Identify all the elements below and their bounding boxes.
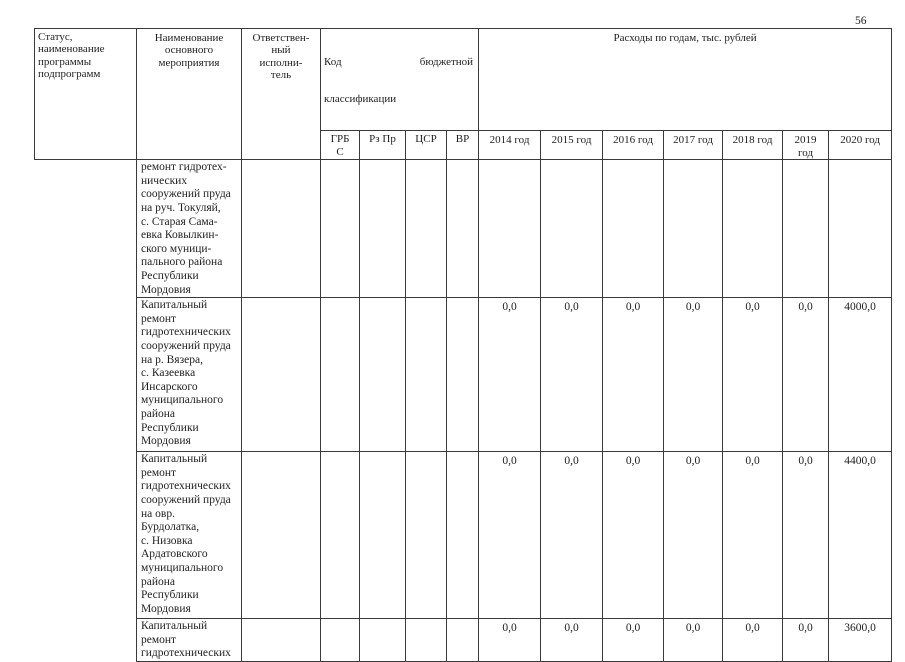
expenses-table [34, 28, 892, 662]
header-csr: ЦСР [406, 131, 447, 160]
value-cell-2014: 0,0 [479, 452, 541, 619]
empty-code-cell [447, 298, 479, 452]
empty-code-cell [360, 298, 406, 452]
value-cell-2018: 0,0 [723, 298, 783, 452]
empty-value-cell [603, 160, 664, 298]
empty-value-cell [783, 160, 829, 298]
header-year-2015: 2015 год [541, 131, 603, 160]
empty-executor-cell [242, 619, 321, 662]
header-year-2017: 2017 год [664, 131, 723, 160]
measure-cell: Капитальный ремонт гидротехнических сооружений пруда на р. Вязера, с. Казеевка Инсарского муниципального района Республики Мордовия [137, 298, 242, 452]
empty-value-cell [829, 160, 892, 298]
empty-code-cell [406, 298, 447, 452]
empty-code-cell [321, 619, 360, 662]
value-cell-2015: 0,0 [541, 619, 603, 662]
table-header [35, 29, 892, 160]
empty-code-cell [321, 452, 360, 619]
measure-cell: ремонт гидротех- нических сооружений пруда на руч. Токуляй, с. Старая Сама- евка Ковылкин- ского муници- пального района Республики Мордовия [137, 160, 242, 298]
header-year-2018: 2018 год [723, 131, 783, 160]
empty-code-cell [360, 452, 406, 619]
empty-executor-cell [242, 452, 321, 619]
empty-code-cell [447, 619, 479, 662]
table-body [35, 160, 892, 662]
empty-code-cell [406, 160, 447, 298]
empty-value-cell [664, 160, 723, 298]
value-cell-2017: 0,0 [664, 298, 723, 452]
header-grbs: ГРБ С [321, 131, 360, 160]
empty-code-cell [447, 452, 479, 619]
empty-code-cell [406, 452, 447, 619]
empty-code-cell [321, 160, 360, 298]
value-cell-2017: 0,0 [664, 452, 723, 619]
page-number: 56 [855, 15, 867, 27]
measure-cell: Капитальный ремонт гидротехнических сооружений пруда на овр. Бурдолатка, с. Низовка Ардатовского муниципального района Республики Мордовия [137, 452, 242, 619]
table-row [35, 160, 892, 298]
value-cell-2014: 0,0 [479, 619, 541, 662]
empty-code-cell [360, 619, 406, 662]
header-budget-code [321, 29, 479, 131]
value-cell-2020: 4000,0 [829, 298, 892, 452]
empty-executor-cell [242, 160, 321, 298]
table-row [35, 452, 892, 619]
empty-executor-cell [242, 298, 321, 452]
empty-status-cell [35, 452, 137, 619]
value-cell-2016: 0,0 [603, 452, 664, 619]
value-cell-2015: 0,0 [541, 452, 603, 619]
header-status: Статус, наименование программы подпрограмм [35, 29, 137, 160]
table-row [35, 619, 892, 662]
value-cell-2017: 0,0 [664, 619, 723, 662]
header-year-2016: 2016 год [603, 131, 664, 160]
empty-code-cell [321, 298, 360, 452]
header-budget-code-line1 [324, 56, 473, 68]
header-code-word: Код [324, 55, 342, 68]
header-executor: Ответствен- ный исполни- тель [242, 29, 321, 160]
empty-value-cell [723, 160, 783, 298]
measure-cell: Капитальный ремонт гидротехнических [137, 619, 242, 662]
header-classification-word: классификации [324, 93, 397, 106]
empty-status-cell [35, 160, 137, 298]
empty-code-cell [447, 160, 479, 298]
table-row [35, 298, 892, 452]
header-row-top [35, 29, 892, 131]
value-cell-2020: 4400,0 [829, 452, 892, 619]
empty-status-cell [35, 298, 137, 452]
empty-code-cell [406, 619, 447, 662]
value-cell-2019: 0,0 [783, 298, 829, 452]
value-cell-2018: 0,0 [723, 619, 783, 662]
value-cell-2016: 0,0 [603, 298, 664, 452]
header-vr: ВР [447, 131, 479, 160]
value-cell-2020: 3600,0 [829, 619, 892, 662]
header-rzpr: Рз Пр [360, 131, 406, 160]
header-expenses: Расходы по годам, тыс. рублей [479, 29, 892, 131]
header-measure: Наименование основного мероприятия [137, 29, 242, 160]
header-year-2019: 2019 год [783, 131, 829, 160]
empty-value-cell [479, 160, 541, 298]
header-year-2014: 2014 год [479, 131, 541, 160]
header-year-2020: 2020 год [829, 131, 892, 160]
header-budget-word: бюджетной [419, 55, 474, 68]
empty-value-cell [541, 160, 603, 298]
value-cell-2016: 0,0 [603, 619, 664, 662]
value-cell-2015: 0,0 [541, 298, 603, 452]
value-cell-2018: 0,0 [723, 452, 783, 619]
value-cell-2019: 0,0 [783, 619, 829, 662]
empty-code-cell [360, 160, 406, 298]
value-cell-2014: 0,0 [479, 298, 541, 452]
empty-status-cell [35, 619, 137, 662]
value-cell-2019: 0,0 [783, 452, 829, 619]
